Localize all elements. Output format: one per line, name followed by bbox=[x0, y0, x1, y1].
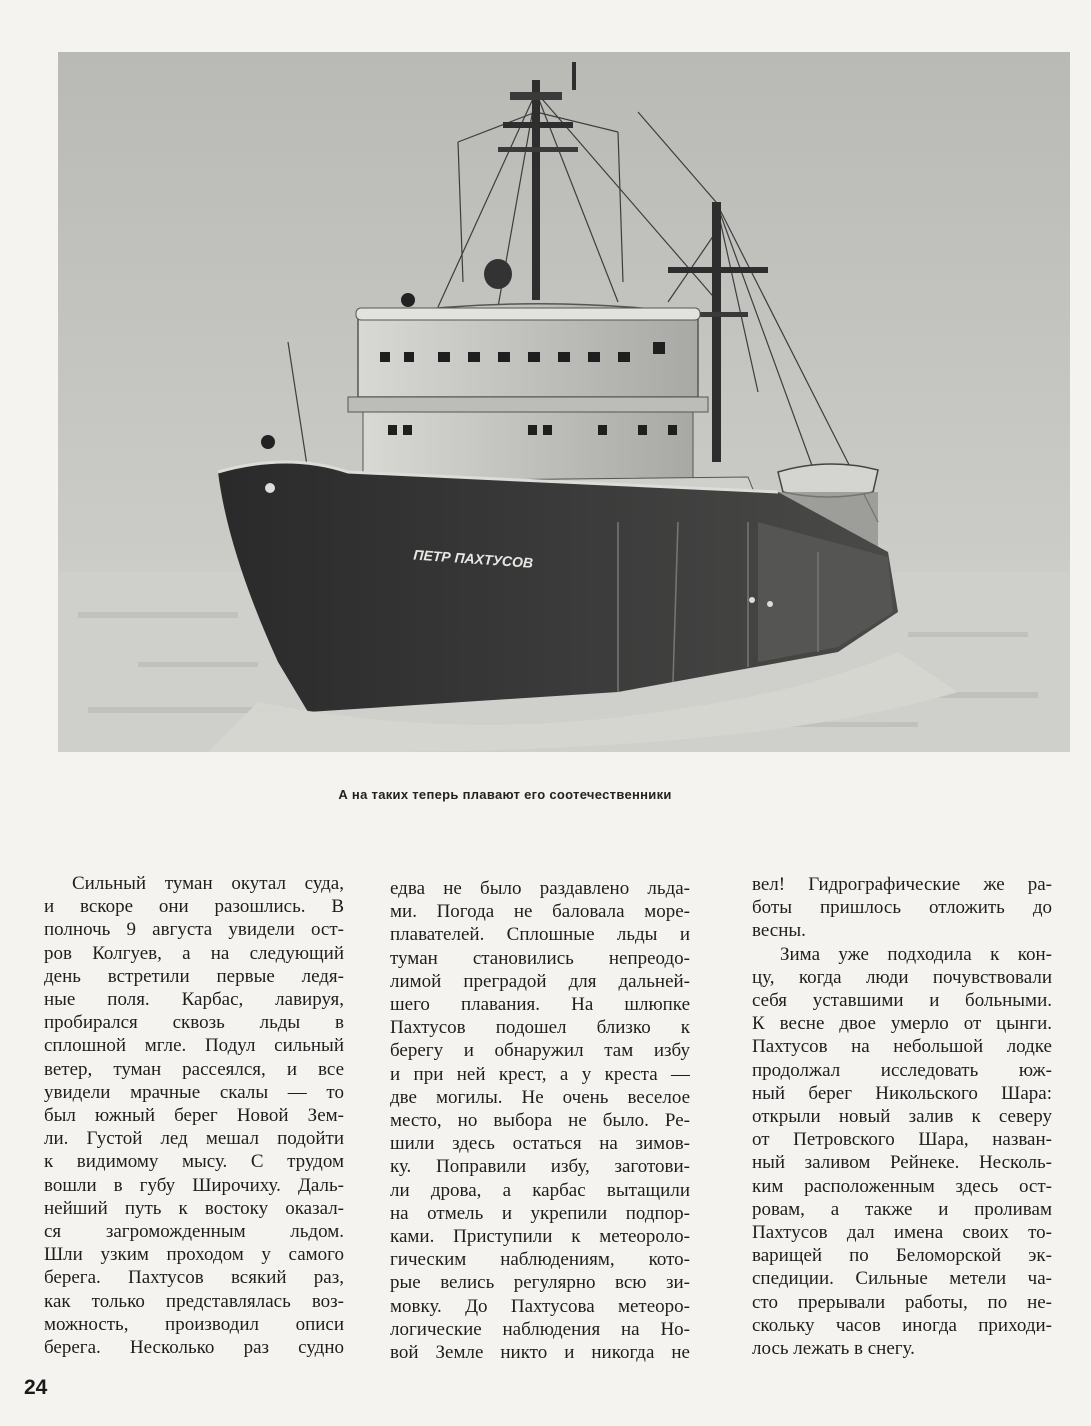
hull-ship-name: ПЕТР ПАХТУСОВ bbox=[412, 546, 534, 571]
text-line: плавателей. Сплошные льды и bbox=[390, 924, 690, 946]
text-line: мовку. До Пахтусова метеоро- bbox=[390, 1295, 690, 1317]
text-line: рые велись регулярно всю зи- bbox=[390, 1272, 690, 1294]
text-line: едва не было раздавлено льда- bbox=[390, 878, 690, 899]
text-line: варищей по Беломорской эк- bbox=[752, 1245, 1052, 1267]
text-line: ли дрова, а карбас вытащили bbox=[390, 1179, 690, 1201]
text-line: скольку часов иногда приходи- bbox=[752, 1314, 1052, 1336]
text-line: К весне двое умерло от цынги. bbox=[752, 1013, 1052, 1035]
text-line: открыли новый залив к северу bbox=[752, 1106, 1052, 1128]
text-line: ные поля. Карбас, лавируя, bbox=[44, 989, 344, 1011]
text-line: ров Колгуев, а на следующий bbox=[44, 942, 344, 964]
text-line: полночь 9 августа увидели ост- bbox=[44, 919, 344, 941]
text-line: ли. Густой лед мешал подойти bbox=[44, 1128, 344, 1150]
text-line: гическим наблюдениям, кото- bbox=[390, 1249, 690, 1271]
text-line: сто прерывали работы, по не- bbox=[752, 1291, 1052, 1313]
text-line: берега. Несколько раз судно bbox=[44, 1337, 344, 1359]
text-line: ветер, туман рассеялся, и все bbox=[44, 1058, 344, 1080]
text-line: ный заливом Рейнеке. Несколь- bbox=[752, 1152, 1052, 1174]
photo-caption: А на таких теперь плавают его соотечественники bbox=[338, 787, 672, 802]
text-line: берегу и обнаружил там избу bbox=[390, 1040, 690, 1062]
text-line: был южный берег Новой Зем- bbox=[44, 1105, 344, 1127]
text-line: от Петровского Шара, назван- bbox=[752, 1129, 1052, 1151]
text-line: шего плавания. На шлюпке bbox=[390, 994, 690, 1016]
text-line: продолжал исследовать юж- bbox=[752, 1059, 1052, 1081]
ship-photo bbox=[58, 52, 1070, 752]
text-line: на отмель и укрепили подпор- bbox=[390, 1202, 690, 1224]
text-line: ми. Погода не баловала море- bbox=[390, 901, 690, 923]
text-line: Пахтусов подошел близко к bbox=[390, 1017, 690, 1039]
text-line: Пахтусов дал имена своих то- bbox=[752, 1222, 1052, 1244]
text-line: место, но выбора не было. Ре- bbox=[390, 1110, 690, 1132]
text-line: и при ней крест, а у креста — bbox=[390, 1063, 690, 1085]
text-line: боты пришлось отложить до bbox=[752, 897, 1052, 919]
text-line: и вскоре они разошлись. В bbox=[44, 896, 344, 918]
text-line: к видимому мысу. С трудом bbox=[44, 1151, 344, 1173]
text-line: лимой преградой для дальней- bbox=[390, 970, 690, 992]
text-line: туман становились непреодо- bbox=[390, 947, 690, 969]
text-line: себя уставшими и больными. bbox=[752, 990, 1052, 1012]
text-line: ся загроможденным льдом. bbox=[44, 1221, 344, 1243]
text-line: день встретили первые ледя- bbox=[44, 965, 344, 987]
text-column-1 bbox=[44, 872, 344, 1359]
text-line: шили здесь остаться на зимов- bbox=[390, 1133, 690, 1155]
page-number: 24 bbox=[24, 1376, 48, 1399]
text-line: логические наблюдения на Но- bbox=[390, 1318, 690, 1340]
text-line: Шли узким проходом у самого bbox=[44, 1244, 344, 1266]
text-line: спедиции. Сильные метели ча- bbox=[752, 1268, 1052, 1290]
text-line: как только представлялась воз- bbox=[44, 1290, 344, 1312]
text-line: ким расположенным здесь ост- bbox=[752, 1175, 1052, 1197]
text-line: вой Земле никто и никогда не bbox=[390, 1342, 690, 1364]
text-line: ный берег Никольского Шара: bbox=[752, 1082, 1052, 1104]
text-line: две могилы. Не очень веселое bbox=[390, 1086, 690, 1108]
text-line: вошли в губу Широчиху. Даль- bbox=[44, 1174, 344, 1196]
text-column-2 bbox=[390, 877, 690, 1364]
icebreaker-illustration bbox=[58, 52, 1070, 752]
text-column-3 bbox=[752, 873, 1052, 1360]
text-line: берега. Пахтусов всякий раз, bbox=[44, 1267, 344, 1289]
text-line: ровам, а также и проливам bbox=[752, 1198, 1052, 1220]
text-line: увидели мрачные скалы — то bbox=[44, 1081, 344, 1103]
text-line: лось лежать в снегу. bbox=[752, 1338, 915, 1360]
text-line: пробирался сквозь льды в bbox=[44, 1012, 344, 1034]
text-line: цу, когда люди почувствовали bbox=[752, 966, 1052, 988]
text-line: Сильный туман окутал суда, bbox=[72, 873, 344, 894]
text-line: сплошной мгле. Подул сильный bbox=[44, 1035, 344, 1057]
text-line: ками. Приступили к метеороло- bbox=[390, 1226, 690, 1248]
text-line: Пахтусов на небольшой лодке bbox=[752, 1036, 1052, 1058]
text-line: ку. Поправили избу, заготови- bbox=[390, 1156, 690, 1178]
text-line: весны. bbox=[752, 920, 806, 942]
text-line: можность, производил описи bbox=[44, 1313, 344, 1335]
text-line: нейший путь к востоку оказал- bbox=[44, 1197, 344, 1219]
text-line: Зима уже подходила к кон- bbox=[780, 943, 1052, 965]
text-line: вел! Гидрографические же ра- bbox=[752, 874, 1052, 895]
